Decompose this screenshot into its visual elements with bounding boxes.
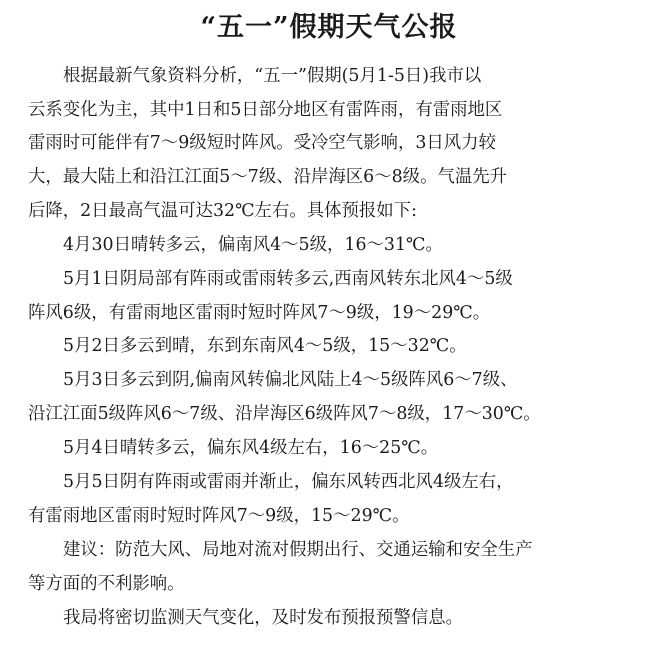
paragraph-line: 后降，2日最高气温可达32℃左右。具体预报如下: bbox=[28, 201, 417, 221]
paragraph-line: 5月3日多云到阴,偏南风转偏北风陆上4～5级阵风6～7级、 bbox=[63, 370, 518, 390]
paragraph-line: 5月5日阴有阵雨或雷雨并渐止，偏东风转西北风4级左右， bbox=[63, 472, 514, 492]
paragraph-line: 雷雨时可能伴有7～9级短时阵风。受冷空气影响，3日风力较 bbox=[28, 133, 496, 153]
paragraph-line: 有雷雨地区雷雨时短时阵风7～9级，15～29℃。 bbox=[28, 506, 410, 526]
paragraph-line: 4月30日晴转多云，偏南风4～5级，16～31℃。 bbox=[63, 235, 443, 255]
paragraph-line: 沿江江面5级阵风6～7级、沿岸海区6级阵风7～8级，17～30℃。 bbox=[28, 404, 541, 424]
paragraph-line: 5月4日晴转多云，偏东风4级左右，16～25℃。 bbox=[63, 438, 439, 458]
paragraph-line: 云系变化为主，其中1日和5日部分地区有雷阵雨，有雷雨地区 bbox=[28, 100, 503, 120]
paragraph-line: 等方面的不利影响。 bbox=[28, 574, 185, 594]
paragraph-line: 阵风6级，有雷雨地区雷雨时短时阵风7～9级，19～29℃。 bbox=[28, 303, 491, 323]
paragraph-line: 大，最大陆上和沿江江面5～7级、沿岸海区6～8级。气温先升 bbox=[28, 167, 508, 187]
paragraph-line: 我局将密切监测天气变化，及时发布预报预警信息。 bbox=[63, 608, 463, 628]
document-title: “五一”假期天气公报 bbox=[200, 12, 458, 43]
paragraph-line: 5月2日多云到晴，东到东南风4～5级，15～32℃。 bbox=[63, 336, 467, 356]
paragraph-line: 建议：防范大风、局地对流对假期出行、交通运输和安全生产 bbox=[63, 540, 533, 560]
paragraph-line: 根据最新气象资料分析，“五一”假期(5月1-5日)我市以 bbox=[63, 66, 482, 86]
paragraph-line: 5月1日阴局部有阵雨或雷雨转多云,西南风转东北风4～5级 bbox=[63, 269, 513, 289]
